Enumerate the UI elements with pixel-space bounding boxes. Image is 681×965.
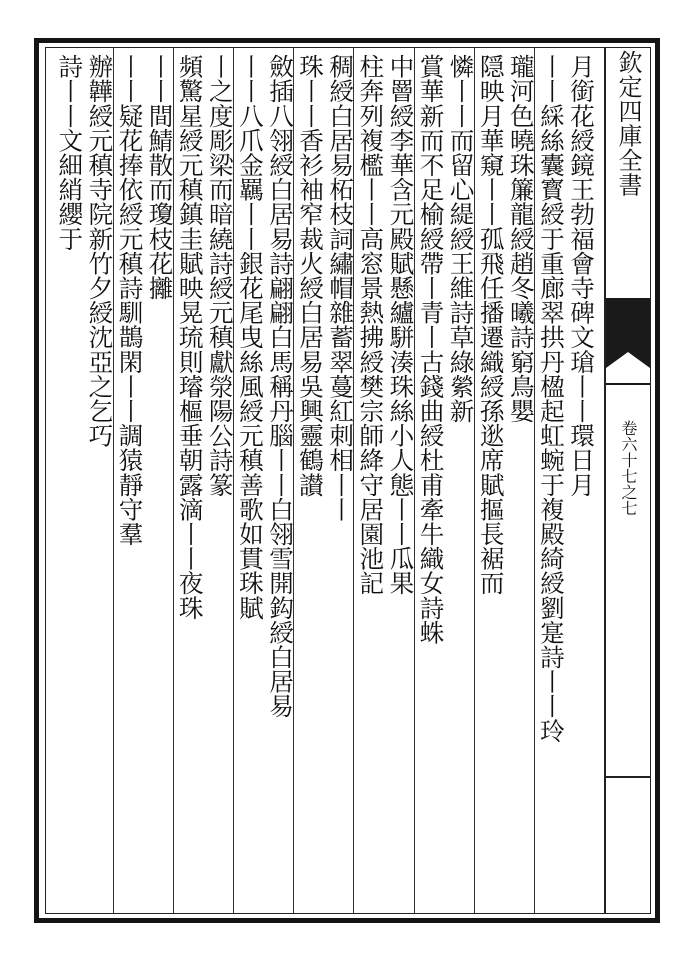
text-column-11: 斂插八翎綬白居易詩翩翩白馬稱丹腦丨丨白翎雪開鈎綬白居易	[266, 54, 295, 719]
text-column-5: 憐丨丨而留心緹綬王維詩草綠縈新	[446, 54, 476, 423]
text-column-4: 隠映月華窺丨丨孤飛任播遷織綬孫逖席賦摳長裾而	[476, 54, 506, 596]
fishtail-mark-icon	[606, 298, 650, 408]
text-column-2: 丨丨綵絲囊寳綬于重廊翠拱丹楹起虹蜿于複殿綺綬劉寔詩丨丨玲	[536, 54, 566, 743]
text-column-10: 珠丨丨香衫袖窄裁火綬白居易吳興靈鶴讃	[296, 54, 326, 497]
text-column-12: 丨丨八爪金羈丨丨銀花尾曳絲風綬元稹善歌如貫珠賦	[235, 54, 265, 620]
text-column-9: 稠綬白居易柘枝詞繡帽雜蓄翠蔓紅刺相丨丨	[326, 54, 356, 522]
volume-label: 卷六十七之七	[619, 420, 638, 516]
text-column-16: 丨丨疑花捧依綬元稹詩馴鵲閑丨丨調猿靜守羣	[115, 54, 145, 546]
margin-divider	[606, 776, 650, 778]
text-column-1: 月銜花綬鏡王勃福會寺碑文瑲丨丨環日月	[567, 54, 596, 497]
book-title: 欽定四庫全書	[614, 50, 642, 197]
text-column-6: 賞華新而不足榆綬帶丨青丨古錢曲綬杜甫牽牛織女詩蛛	[416, 54, 446, 645]
text-column-14: 頻驚星綬元稹鎮圭賦映晃琉則璿樞垂朝露滴丨丨夜珠	[175, 54, 205, 620]
text-column-18: 詩丨丨文細綃纓于	[55, 54, 85, 251]
text-column-13: 丨之度彫梁而暗繞詩綬元稹獻滎陽公詩篆	[205, 54, 235, 497]
text-column-3: 瓏河色曉珠簾龍綬趙冬曦詩窮鳥嬰	[506, 54, 536, 423]
page-frame	[34, 38, 660, 923]
text-column-7: 中罾綬李華含元殿賦懸纑駢湊珠絲小人態丨丨瓜果	[386, 54, 416, 596]
text-column-17: 辦韡綬元稹寺院新竹夕綬沈亞之乞巧	[85, 54, 115, 448]
text-block	[45, 47, 651, 914]
text-column-8: 柱奔列複檻丨丨高窓景熱拂綬樊宗師絳守居園池記	[356, 54, 386, 596]
text-column-15: 丨丨間鯖散而瓊枝花攡	[145, 54, 175, 300]
center-margin	[604, 48, 650, 913]
